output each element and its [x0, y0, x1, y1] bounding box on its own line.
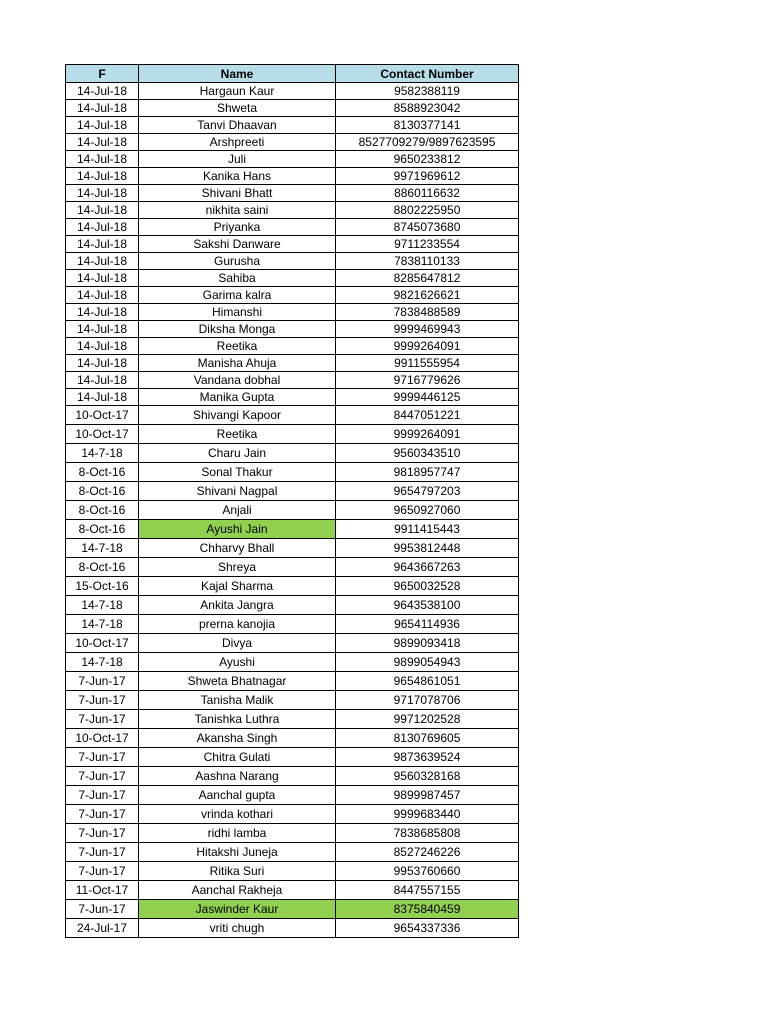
- contact-cell[interactable]: 8527246226: [336, 843, 519, 862]
- contact-cell[interactable]: 7838488589: [336, 304, 519, 321]
- table-row: [66, 501, 519, 520]
- name-cell[interactable]: Sahiba: [139, 270, 336, 287]
- name-cell[interactable]: Reetika: [139, 338, 336, 355]
- table-row: [66, 202, 519, 219]
- table-row: [66, 786, 519, 805]
- table-row: [66, 425, 519, 444]
- contact-cell[interactable]: 8527709279/9897623595: [336, 134, 519, 151]
- date-cell[interactable]: 10-Oct-17: [66, 634, 139, 653]
- date-cell[interactable]: 14-Jul-18: [66, 338, 139, 355]
- name-cell[interactable]: Kajal Sharma: [139, 577, 336, 596]
- name-cell[interactable]: Tanishka Luthra: [139, 710, 336, 729]
- contact-cell[interactable]: 8745073680: [336, 219, 519, 236]
- name-cell[interactable]: prerna kanojia: [139, 615, 336, 634]
- name-cell[interactable]: vriti chugh: [139, 919, 336, 938]
- contact-cell[interactable]: 9716779626: [336, 372, 519, 389]
- name-cell[interactable]: Shreya: [139, 558, 336, 577]
- name-cell[interactable]: Akansha Singh: [139, 729, 336, 748]
- table-row: [66, 444, 519, 463]
- table-row: [66, 596, 519, 615]
- name-cell[interactable]: vrinda kothari: [139, 805, 336, 824]
- contact-cell[interactable]: 8375840459: [336, 900, 519, 919]
- contact-table: [65, 64, 519, 938]
- contact-cell[interactable]: 9654797203: [336, 482, 519, 501]
- contact-cell[interactable]: 7838685808: [336, 824, 519, 843]
- date-cell[interactable]: 14-Jul-18: [66, 321, 139, 338]
- table-row: [66, 691, 519, 710]
- name-cell[interactable]: Shivangi Kapoor: [139, 406, 336, 425]
- date-cell[interactable]: 14-Jul-18: [66, 185, 139, 202]
- table-row: [66, 919, 519, 938]
- contact-cell[interactable]: 9953812448: [336, 539, 519, 558]
- date-cell[interactable]: 14-Jul-18: [66, 134, 139, 151]
- date-cell[interactable]: 14-Jul-18: [66, 287, 139, 304]
- date-cell[interactable]: 14-Jul-18: [66, 83, 139, 100]
- name-cell[interactable]: Ayushi Jain: [139, 520, 336, 539]
- table-row: [66, 729, 519, 748]
- table-row: [66, 824, 519, 843]
- contact-cell[interactable]: 9999264091: [336, 425, 519, 444]
- date-cell[interactable]: 7-Jun-17: [66, 786, 139, 805]
- name-cell[interactable]: Anjali: [139, 501, 336, 520]
- table-row: [66, 406, 519, 425]
- date-cell[interactable]: 14-Jul-18: [66, 168, 139, 185]
- table-body: [66, 83, 519, 938]
- contact-cell[interactable]: 9999683440: [336, 805, 519, 824]
- name-cell[interactable]: Ankita Jangra: [139, 596, 336, 615]
- name-cell[interactable]: Jaswinder Kaur: [139, 900, 336, 919]
- contact-cell[interactable]: 9821626621: [336, 287, 519, 304]
- name-cell[interactable]: Vandana dobhal: [139, 372, 336, 389]
- name-cell[interactable]: Aanchal gupta: [139, 786, 336, 805]
- name-cell[interactable]: Ritika Suri: [139, 862, 336, 881]
- table-row: [66, 805, 519, 824]
- table-row: [66, 117, 519, 134]
- date-cell[interactable]: 10-Oct-17: [66, 425, 139, 444]
- table-row: [66, 100, 519, 117]
- contact-cell[interactable]: 9650233812: [336, 151, 519, 168]
- table-row: [66, 83, 519, 100]
- contact-column-header[interactable]: Contact Number: [336, 65, 519, 83]
- table-row: [66, 372, 519, 389]
- contact-cell[interactable]: 8447557155: [336, 881, 519, 900]
- date-cell[interactable]: 14-Jul-18: [66, 355, 139, 372]
- date-cell[interactable]: 14-Jul-18: [66, 270, 139, 287]
- table-row: [66, 168, 519, 185]
- contact-cell[interactable]: 9711233554: [336, 236, 519, 253]
- date-cell[interactable]: 11-Oct-17: [66, 881, 139, 900]
- contact-cell[interactable]: 9971202528: [336, 710, 519, 729]
- contact-cell[interactable]: 9650927060: [336, 501, 519, 520]
- table-row: [66, 304, 519, 321]
- table-row: [66, 577, 519, 596]
- table-row: [66, 539, 519, 558]
- table-row: [66, 355, 519, 372]
- date-cell[interactable]: 14-7-18: [66, 444, 139, 463]
- contact-cell[interactable]: 9717078706: [336, 691, 519, 710]
- table-row: [66, 615, 519, 634]
- date-cell[interactable]: 8-Oct-16: [66, 482, 139, 501]
- contact-cell[interactable]: 9899054943: [336, 653, 519, 672]
- name-cell[interactable]: Divya: [139, 634, 336, 653]
- name-cell[interactable]: Tanisha Malik: [139, 691, 336, 710]
- contact-cell[interactable]: 9953760660: [336, 862, 519, 881]
- name-cell[interactable]: Manika Gupta: [139, 389, 336, 406]
- contact-cell[interactable]: 9911415443: [336, 520, 519, 539]
- table-row: [66, 463, 519, 482]
- date-cell[interactable]: 7-Jun-17: [66, 843, 139, 862]
- table-row: [66, 900, 519, 919]
- contact-cell[interactable]: 9911555954: [336, 355, 519, 372]
- name-cell[interactable]: Chharvy Bhall: [139, 539, 336, 558]
- name-cell[interactable]: Arshpreeti: [139, 134, 336, 151]
- date-cell[interactable]: 8-Oct-16: [66, 501, 139, 520]
- table-row: [66, 482, 519, 501]
- date-cell[interactable]: 14-Jul-18: [66, 389, 139, 406]
- table-row: [66, 710, 519, 729]
- contact-cell[interactable]: 9560328168: [336, 767, 519, 786]
- date-cell[interactable]: 14-Jul-18: [66, 219, 139, 236]
- name-column-header[interactable]: Name: [139, 65, 336, 83]
- contact-cell[interactable]: 9999446125: [336, 389, 519, 406]
- contact-cell[interactable]: 8588923042: [336, 100, 519, 117]
- date-cell[interactable]: 7-Jun-17: [66, 691, 139, 710]
- name-cell[interactable]: Aanchal Rakheja: [139, 881, 336, 900]
- date-column-header[interactable]: F: [66, 65, 139, 83]
- contact-cell[interactable]: 9999469943: [336, 321, 519, 338]
- contact-cell[interactable]: 9899093418: [336, 634, 519, 653]
- contact-cell[interactable]: 9643667263: [336, 558, 519, 577]
- table-row: [66, 767, 519, 786]
- name-cell[interactable]: Hargaun Kaur: [139, 83, 336, 100]
- contact-cell[interactable]: 9654861051: [336, 672, 519, 691]
- table-row: [66, 236, 519, 253]
- name-cell[interactable]: Gurusha: [139, 253, 336, 270]
- contact-cell[interactable]: 9654114936: [336, 615, 519, 634]
- contact-cell[interactable]: 7838110133: [336, 253, 519, 270]
- contact-cell[interactable]: 8802225950: [336, 202, 519, 219]
- name-cell[interactable]: Shweta Bhatnagar: [139, 672, 336, 691]
- date-cell[interactable]: 14-Jul-18: [66, 372, 139, 389]
- date-cell[interactable]: 7-Jun-17: [66, 824, 139, 843]
- contact-cell[interactable]: 8130377141: [336, 117, 519, 134]
- table-row: [66, 389, 519, 406]
- date-cell[interactable]: 7-Jun-17: [66, 900, 139, 919]
- contact-cell[interactable]: 9818957747: [336, 463, 519, 482]
- name-cell[interactable]: Diksha Monga: [139, 321, 336, 338]
- table-row: [66, 338, 519, 355]
- date-cell[interactable]: 7-Jun-17: [66, 767, 139, 786]
- table-row: [66, 653, 519, 672]
- table-row: [66, 634, 519, 653]
- table-row: [66, 185, 519, 202]
- table-row: [66, 862, 519, 881]
- date-cell[interactable]: 7-Jun-17: [66, 672, 139, 691]
- date-cell[interactable]: 7-Jun-17: [66, 748, 139, 767]
- contact-cell[interactable]: 8285647812: [336, 270, 519, 287]
- header-row: [66, 65, 519, 83]
- date-cell[interactable]: 15-Oct-16: [66, 577, 139, 596]
- date-cell[interactable]: 14-Jul-18: [66, 253, 139, 270]
- contact-cell[interactable]: 9654337336: [336, 919, 519, 938]
- contact-cell[interactable]: 8447051221: [336, 406, 519, 425]
- date-cell[interactable]: 10-Oct-17: [66, 406, 139, 425]
- date-cell[interactable]: 14-Jul-18: [66, 151, 139, 168]
- name-cell[interactable]: Reetika: [139, 425, 336, 444]
- date-cell[interactable]: 14-Jul-18: [66, 100, 139, 117]
- table-row: [66, 287, 519, 304]
- name-cell[interactable]: Himanshi: [139, 304, 336, 321]
- name-cell[interactable]: Shweta: [139, 100, 336, 117]
- name-cell[interactable]: Sakshi Danware: [139, 236, 336, 253]
- date-cell[interactable]: 14-Jul-18: [66, 236, 139, 253]
- date-cell[interactable]: 14-7-18: [66, 539, 139, 558]
- name-cell[interactable]: Aashna Narang: [139, 767, 336, 786]
- date-cell[interactable]: 14-Jul-18: [66, 117, 139, 134]
- date-cell[interactable]: 14-Jul-18: [66, 304, 139, 321]
- name-cell[interactable]: Tanvi Dhaavan: [139, 117, 336, 134]
- name-cell[interactable]: Sonal Thakur: [139, 463, 336, 482]
- name-cell[interactable]: Shivani Nagpal: [139, 482, 336, 501]
- name-cell[interactable]: Manisha Ahuja: [139, 355, 336, 372]
- date-cell[interactable]: 7-Jun-17: [66, 805, 139, 824]
- date-cell[interactable]: 7-Jun-17: [66, 862, 139, 881]
- name-cell[interactable]: nikhita saini: [139, 202, 336, 219]
- table-row: [66, 843, 519, 862]
- table-row: [66, 672, 519, 691]
- table-row: [66, 270, 519, 287]
- table-row: [66, 558, 519, 577]
- name-cell[interactable]: Garima kalra: [139, 287, 336, 304]
- contact-cell[interactable]: 9873639524: [336, 748, 519, 767]
- contact-cell[interactable]: 9899987457: [336, 786, 519, 805]
- date-cell[interactable]: 24-Jul-17: [66, 919, 139, 938]
- table-row: [66, 748, 519, 767]
- name-cell[interactable]: Priyanka: [139, 219, 336, 236]
- contact-cell[interactable]: 9999264091: [336, 338, 519, 355]
- date-cell[interactable]: 8-Oct-16: [66, 558, 139, 577]
- contact-cell[interactable]: 8130769605: [336, 729, 519, 748]
- date-cell[interactable]: 8-Oct-16: [66, 463, 139, 482]
- contact-cell[interactable]: 9560343510: [336, 444, 519, 463]
- name-cell[interactable]: Hitakshi Juneja: [139, 843, 336, 862]
- date-cell[interactable]: 8-Oct-16: [66, 520, 139, 539]
- name-cell[interactable]: Shivani Bhatt: [139, 185, 336, 202]
- date-cell[interactable]: 14-7-18: [66, 653, 139, 672]
- date-cell[interactable]: 10-Oct-17: [66, 729, 139, 748]
- table-row: [66, 253, 519, 270]
- contact-cell[interactable]: 8860116632: [336, 185, 519, 202]
- table-row: [66, 151, 519, 168]
- date-cell[interactable]: 7-Jun-17: [66, 710, 139, 729]
- contact-cell[interactable]: 9643538100: [336, 596, 519, 615]
- name-cell[interactable]: Juli: [139, 151, 336, 168]
- table-row: [66, 321, 519, 338]
- contact-cell[interactable]: 9650032528: [336, 577, 519, 596]
- name-cell[interactable]: ridhi lamba: [139, 824, 336, 843]
- table-row: [66, 520, 519, 539]
- name-cell[interactable]: Chitra Gulati: [139, 748, 336, 767]
- contact-cell[interactable]: 9971969612: [336, 168, 519, 185]
- name-cell[interactable]: Kanika Hans: [139, 168, 336, 185]
- table-row: [66, 134, 519, 151]
- contact-cell[interactable]: 9582388119: [336, 83, 519, 100]
- table-row: [66, 881, 519, 900]
- date-cell[interactable]: 14-7-18: [66, 596, 139, 615]
- name-cell[interactable]: Charu Jain: [139, 444, 336, 463]
- date-cell[interactable]: 14-Jul-18: [66, 202, 139, 219]
- name-cell[interactable]: Ayushi: [139, 653, 336, 672]
- date-cell[interactable]: 14-7-18: [66, 615, 139, 634]
- table-row: [66, 219, 519, 236]
